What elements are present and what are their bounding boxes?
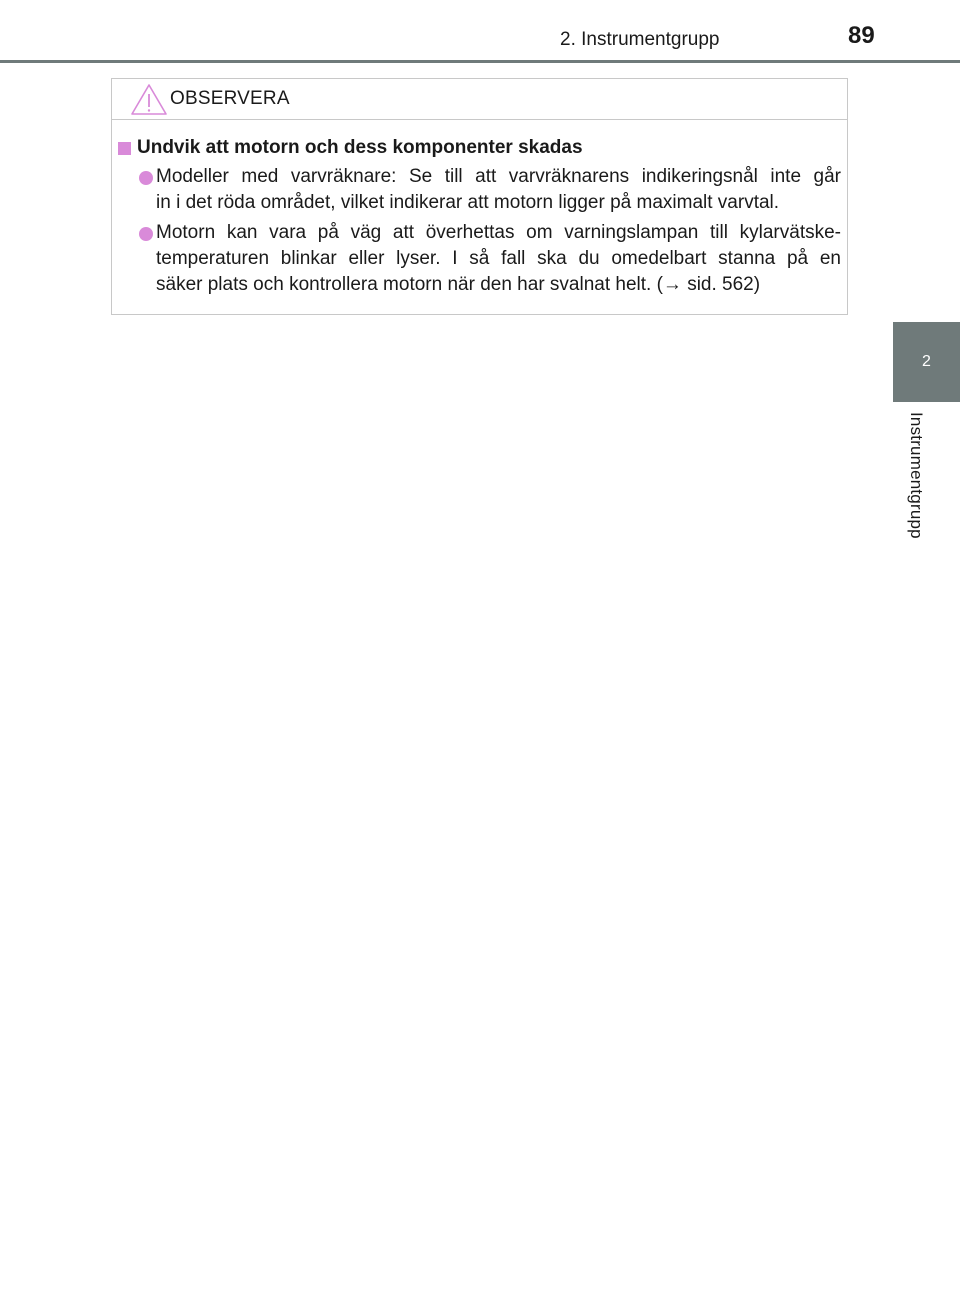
notice-item-1-line-2: in i det röda området, vilket indikerar att motorn ligger på maximalt varvtal.: [156, 192, 780, 213]
warning-triangle-icon: [130, 83, 168, 116]
notice-header: [112, 79, 847, 120]
notice-heading: [118, 137, 583, 159]
chapter-label: Instrumentgrupp: [907, 412, 926, 539]
section-title: 2. Instrumentgrupp: [560, 29, 720, 50]
notice-item-2-line-2: temperaturen blinkar eller lyser. I så fall ska du omedelbart stanna på en: [156, 248, 841, 269]
square-bullet-icon: [118, 142, 131, 155]
notice-box: [111, 78, 848, 315]
notice-item-2-line-3: säker plats och kontrollera motorn när den har svalnat helt. (→ sid. 562): [156, 274, 761, 295]
chapter-number: 2: [922, 353, 931, 370]
page-number: 89: [848, 22, 875, 49]
notice-item-1-line-1: Modeller med varvräknare: Se till att varvräknarens indikeringsnål inte går: [156, 166, 841, 187]
circle-bullet-icon: [139, 227, 153, 241]
notice-item-1: [138, 164, 841, 216]
notice-item-2-line-1: Motorn kan vara på väg att överhettas om varningslampan till kylarvätske-: [156, 222, 841, 243]
header-divider: [0, 60, 960, 63]
page-header: [0, 0, 960, 62]
notice-title: OBSERVERA: [170, 88, 290, 109]
chapter-tab: [893, 322, 960, 402]
notice-heading-text: Undvik att motorn och dess komponenter skadas: [137, 137, 583, 158]
circle-bullet-icon: [139, 171, 153, 185]
notice-item-2: [138, 220, 841, 298]
